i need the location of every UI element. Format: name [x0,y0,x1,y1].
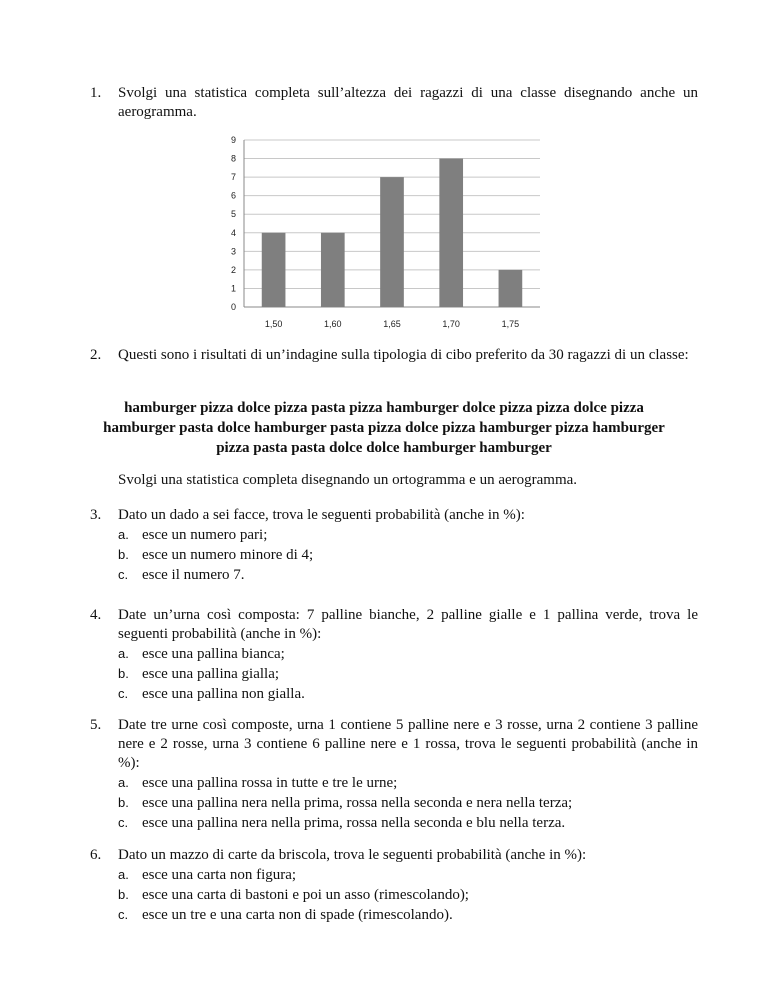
y-tick-label: 7 [230,172,236,183]
sub-item-text: esce un numero pari; [142,527,268,543]
y-tick-label: 9 [230,135,236,145]
question-number: 6. [90,847,102,863]
y-tick-label: 8 [230,153,236,164]
question-text: Dato un dado a sei facce, trova le seguenti probabilità (anche in %): [118,507,525,523]
sub-item [118,565,698,585]
question-text: Svolgi una statistica completa sull’altezza dei ragazzi di una classe disegnando anche un aerogramma. [118,85,698,120]
x-tick-label: 1,50 [264,319,283,329]
sub-item-letter: c. [118,567,129,582]
y-tick-label: 1 [230,283,236,294]
y-tick-label: 0 [230,302,236,312]
question-2-instruction: Svolgi una statistica completa disegnando un ortogramma e un aerogramma. [118,472,578,488]
question-text: Questi sono i risultati di un’indagine sulla tipologia di cibo preferito da 30 ragazzi di un classe: [118,347,689,363]
sub-item-text: esce un numero minore di 4; [142,547,314,563]
sub-item [118,545,698,565]
sub-item [118,664,698,684]
bar [499,270,523,307]
sub-items [118,644,698,704]
question-text: Date un’urna così composta: 7 palline bianche, 2 palline gialle e 1 pallina verde, trova le seguenti probabilità (anche in %): [118,607,698,642]
sub-item-text: esce un tre e una carta non di spade (rimescolando). [142,907,453,923]
question-2 [90,346,698,365]
sub-item-letter: c. [118,907,129,922]
question-1 [90,84,698,122]
food-line: hamburger pizza dolce pizza pasta pizza hamburger dolce pizza pizza dolce pizza [124,400,644,416]
food-line: pizza pasta pasta dolce dolce hamburger hamburger [216,440,552,456]
question-text: Date tre urne così composte, urna 1 contiene 5 palline nere e 3 rosse, urna 2 contiene 3 palline nere e 2 rosse, urna 3 contiene 6 palline nere e 1 rossa, trova le seguenti probabilità (anche in %): [118,717,698,771]
sub-item-text: esce una carta di bastoni e poi un asso (rimescolando); [142,887,469,903]
sub-item-letter: b. [118,795,129,810]
sub-item [118,885,698,905]
sub-item [118,793,698,813]
y-tick-label: 4 [230,227,236,238]
sub-item [118,684,698,704]
x-tick-label: 1,70 [442,319,460,329]
x-tick-label: 1,65 [383,319,401,329]
bar [380,177,404,307]
sub-item-letter: c. [118,815,129,830]
sub-item [118,644,698,664]
bar [439,159,463,307]
height-bar-chart [210,130,550,335]
sub-item-text: esce una pallina nera nella prima, rossa nella seconda e blu nella terza. [142,815,566,831]
sub-items [118,525,698,585]
x-tick-label: 1,60 [324,319,342,329]
question-number: 2. [90,347,102,363]
sub-item [118,865,698,885]
sub-item-letter: b. [118,666,129,681]
bar [321,233,345,307]
sub-item [118,905,698,925]
question-5 [90,716,698,833]
sub-item-letter: a. [118,867,129,882]
question-number: 5. [90,717,102,733]
food-survey-data [70,398,698,458]
sub-item-letter: a. [118,527,129,542]
sub-item [118,773,698,793]
sub-item-letter: a. [118,646,129,661]
y-tick-label: 2 [230,264,236,275]
sub-items [118,865,698,925]
sub-item [118,813,698,833]
sub-item-text: esce il numero 7. [142,567,245,583]
y-tick-label: 3 [230,246,236,257]
question-number: 1. [90,85,102,101]
sub-item-text: esce una pallina rossa in tutte e tre le urne; [142,775,398,791]
sub-item-letter: b. [118,887,129,902]
y-tick-label: 5 [230,209,236,220]
question-text: Dato un mazzo di carte da briscola, trova le seguenti probabilità (anche in %): [118,847,587,863]
question-3 [90,506,698,585]
bar [262,233,286,307]
question-number: 3. [90,507,102,523]
sub-item [118,525,698,545]
sub-item-text: esce una carta non figura; [142,867,297,883]
sub-item-text: esce una pallina nera nella prima, rossa nella seconda e nera nella terza; [142,795,573,811]
food-line: hamburger pasta dolce hamburger pasta pizza dolce pizza hamburger pizza hamburger [103,420,665,436]
sub-item-text: esce una pallina bianca; [142,646,285,662]
sub-items [118,773,698,833]
question-6 [90,846,698,925]
sub-item-letter: b. [118,547,129,562]
sub-item-text: esce una pallina gialla; [142,666,280,682]
question-4 [90,606,698,704]
sub-item-letter: a. [118,775,129,790]
sub-item-text: esce una pallina non gialla. [142,686,305,702]
question-number: 4. [90,607,102,623]
x-tick-label: 1,75 [501,319,520,329]
y-tick-label: 6 [230,190,236,201]
sub-item-letter: c. [118,686,129,701]
